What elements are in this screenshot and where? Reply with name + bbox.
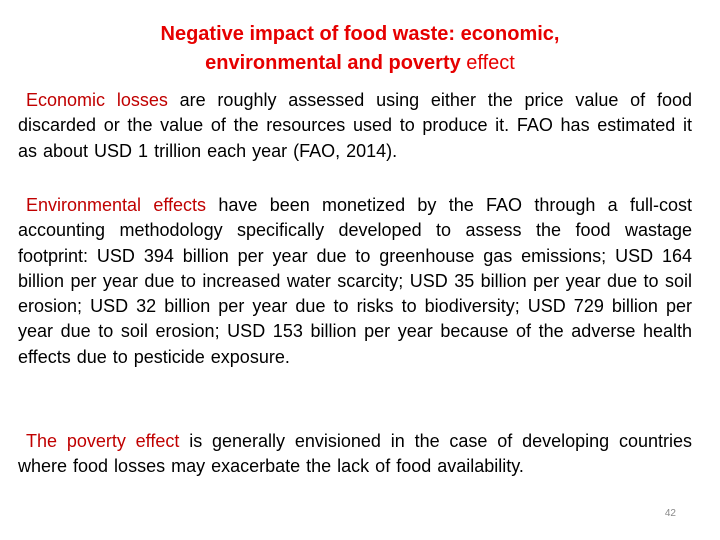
paragraph-lead: Economic losses [26,90,168,110]
paragraph-economic-losses [18,88,692,164]
paragraph-poverty-effect [18,429,692,480]
paragraph-body: is generally envisioned in the case of developing countries where food losses may exacerbate the lack of food availability. [18,431,692,477]
paragraph-environmental-effects [18,193,692,370]
page-number: 42 [664,508,676,519]
paragraph-body: have been monetized by the FAO through a full-cost accounting methodology specifically developed to assess the food wastage footprint: USD 394 billion per year due to greenhouse gas emissions; USD 164 billion per year due to increased water scarcity; USD 35 billion per year due to soil erosion; USD 32 billion per year due to risks to biodiversity; USD 729 billion per year due to soil erosion; USD 153 billion per year because of the adverse health effects due to pesticide exposure. [18,195,692,367]
title-line-2-normal: effect [460,52,515,74]
paragraph-lead: The poverty effect [26,431,180,451]
title-line-1: Negative impact of food waste: economic, [160,23,560,45]
paragraph-body: are roughly assessed using either the price value of food discarded or the value of the resources used to produce it. FAO has estimated it as about USD 1 trillion each year (FAO, 2014). [18,90,692,161]
slide-title [60,20,660,78]
paragraph-lead: Environmental effects [26,195,207,215]
title-line-2-bold: environmental and poverty [205,52,461,74]
